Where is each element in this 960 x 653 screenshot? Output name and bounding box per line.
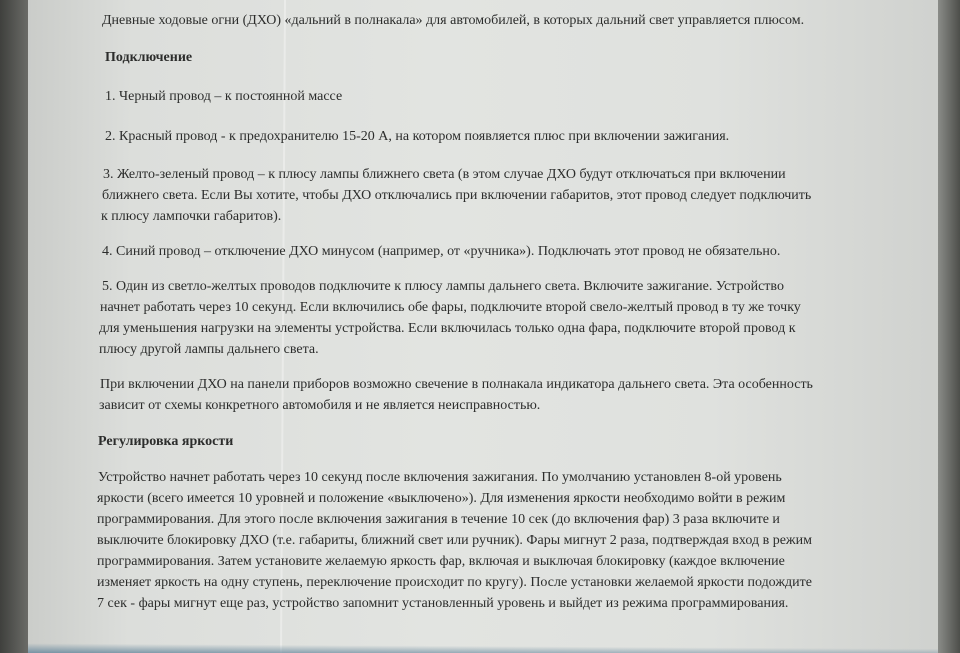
item-3-line-3: к плюсу лампочки габаритов). xyxy=(101,209,282,224)
paper-bottom-strip xyxy=(18,643,943,653)
item-4: 4. Синий провод – отключение ДХО минусом (например, от «ручника»). Подключать этот провод не обязательно. xyxy=(102,244,781,259)
left-shadow xyxy=(0,0,28,653)
item-5-line-2: начнет работать через 10 секунд. Если включились обе фары, подключите второй свело-желтый провод в ту же точку xyxy=(100,300,801,315)
item-3-line-1: 3. Желто-зеленый провод – к плюсу лампы ближнего света (в этом случае ДХО будут отключаться при включении xyxy=(103,167,786,182)
brightness-line-2: яркости (всего имеется 10 уровней и положение «выключено»). Для изменения яркости необходимо войти в режим xyxy=(97,491,786,506)
intro-line: Дневные ходовые огни (ДХО) «дальний в полнакала» для автомобилей, в которых дальний свет управляется плюсом. xyxy=(102,13,805,28)
brightness-line-1: Устройство начнет работать через 10 секунд после включения зажигания. По умолчанию установлен 8-ой уровень xyxy=(98,470,782,485)
brightness-line-5: программирования. Затем установите желаемую яркость фар, включая и выключая блокировку (каждое включение xyxy=(97,554,785,569)
item-2: 2. Красный провод - к предохранителю 15-20 А, на котором появляется плюс при включении зажигания. xyxy=(105,129,730,144)
brightness-line-6: изменяет яркость на одну ступень, переключение происходит по кругу). После установки желаемой яркости подождите xyxy=(97,575,812,590)
brightness-line-4: выключите блокировку ДХО (т.е. габариты, ближний свет или ручник). Фары мигнут 2 раза, подтверждая вход в режим xyxy=(97,533,812,548)
heading-brightness: Регулировка яркости xyxy=(98,434,234,449)
item-5-line-4: плюсу другой лампы дальнего света. xyxy=(99,342,319,357)
item-1: 1. Черный провод – к постоянной массе xyxy=(105,89,343,104)
note-line-1: При включении ДХО на панели приборов возможно свечение в полнакала индикатора дальнего света. Эта особенность xyxy=(100,377,813,392)
brightness-line-7: 7 сек - фары мигнут еще раз, устройство запомнит установленный уровень и выйдет из режима программирования. xyxy=(97,596,789,611)
item-5-line-1: 5. Один из светло-желтых проводов подключите к плюсу лампы дальнего света. Включите зажигание. Устройство xyxy=(102,279,784,294)
note-line-2: зависит от схемы конкретного автомобиля и не является неисправностью. xyxy=(99,398,541,413)
heading-connection: Подключение xyxy=(105,50,193,65)
item-3-line-2: ближнего света. Если Вы хотите, чтобы ДХО отключались при включении габаритов, этот провод следует подключить xyxy=(102,188,812,203)
right-shadow xyxy=(938,0,960,653)
brightness-line-3: программирования. Для этого после включения зажигания в течение 10 сек (до включения фар) 3 раза включите и xyxy=(97,512,780,527)
item-5-line-3: для уменьшения нагрузки на элементы устройства. Если включилась только одна фара, подключите второй провод к xyxy=(99,321,796,336)
